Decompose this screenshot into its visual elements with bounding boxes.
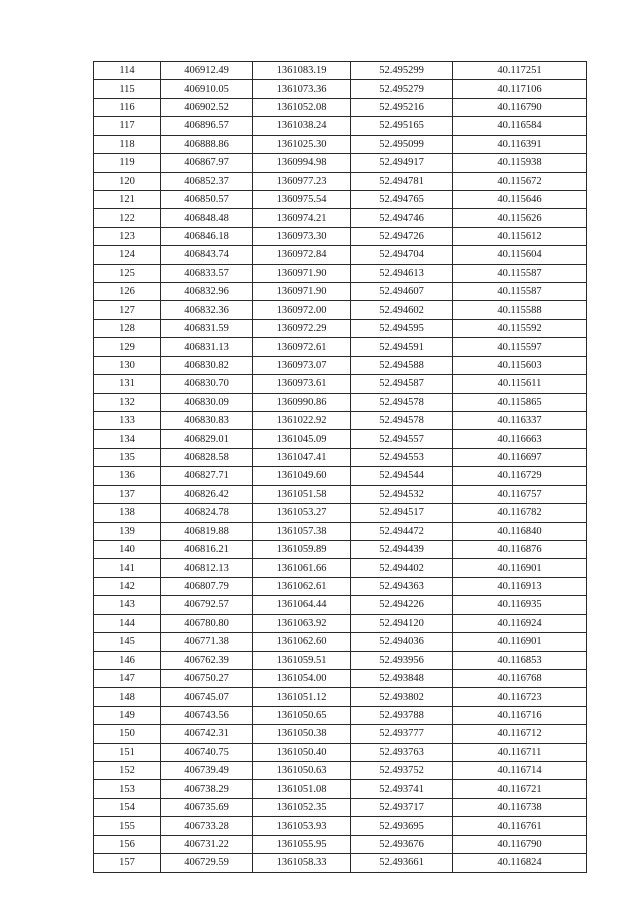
x-coordinate-cell: 406848.48: [161, 209, 253, 227]
point-number-cell: 115: [94, 80, 161, 98]
latitude-cell: 52.494587: [351, 375, 453, 393]
x-coordinate-cell: 406830.09: [161, 393, 253, 411]
table-row: [94, 80, 587, 98]
table-row: [94, 338, 587, 356]
x-coordinate-cell: 406843.74: [161, 246, 253, 264]
point-number-cell: 132: [94, 393, 161, 411]
x-coordinate-cell: 406829.01: [161, 430, 253, 448]
latitude-cell: 52.494363: [351, 577, 453, 595]
x-coordinate-cell: 406832.36: [161, 301, 253, 319]
latitude-cell: 52.493763: [351, 743, 453, 761]
latitude-cell: 52.493848: [351, 669, 453, 687]
latitude-cell: 52.494036: [351, 633, 453, 651]
y-coordinate-cell: 1360972.84: [253, 246, 351, 264]
longitude-cell: 40.117251: [453, 62, 587, 80]
y-coordinate-cell: 1361050.63: [253, 762, 351, 780]
table-row: [94, 375, 587, 393]
table-row: [94, 559, 587, 577]
table-row: [94, 264, 587, 282]
latitude-cell: 52.494557: [351, 430, 453, 448]
longitude-cell: 40.115646: [453, 190, 587, 208]
point-number-cell: 123: [94, 227, 161, 245]
longitude-cell: 40.116901: [453, 559, 587, 577]
point-number-cell: 149: [94, 706, 161, 724]
x-coordinate-cell: 406828.58: [161, 448, 253, 466]
longitude-cell: 40.115587: [453, 283, 587, 301]
y-coordinate-cell: 1361051.58: [253, 485, 351, 503]
table-row: [94, 190, 587, 208]
longitude-cell: 40.116391: [453, 135, 587, 153]
y-coordinate-cell: 1361063.92: [253, 614, 351, 632]
point-number-cell: 140: [94, 540, 161, 558]
y-coordinate-cell: 1360971.90: [253, 283, 351, 301]
y-coordinate-cell: 1361057.38: [253, 522, 351, 540]
point-number-cell: 131: [94, 375, 161, 393]
longitude-cell: 40.116853: [453, 651, 587, 669]
latitude-cell: 52.494578: [351, 393, 453, 411]
x-coordinate-cell: 406830.83: [161, 412, 253, 430]
y-coordinate-cell: 1361022.92: [253, 412, 351, 430]
point-number-cell: 142: [94, 577, 161, 595]
point-number-cell: 145: [94, 633, 161, 651]
latitude-cell: 52.494588: [351, 356, 453, 374]
x-coordinate-cell: 406831.59: [161, 319, 253, 337]
latitude-cell: 52.495299: [351, 62, 453, 80]
y-coordinate-cell: 1360994.98: [253, 154, 351, 172]
longitude-cell: 40.116697: [453, 448, 587, 466]
table-row: [94, 577, 587, 595]
latitude-cell: 52.493717: [351, 798, 453, 816]
longitude-cell: 40.116913: [453, 577, 587, 595]
latitude-cell: 52.493802: [351, 688, 453, 706]
longitude-cell: 40.116714: [453, 762, 587, 780]
point-number-cell: 141: [94, 559, 161, 577]
table-row: [94, 614, 587, 632]
table-row: [94, 743, 587, 761]
y-coordinate-cell: 1360975.54: [253, 190, 351, 208]
longitude-cell: 40.116761: [453, 817, 587, 835]
table-row: [94, 448, 587, 466]
point-number-cell: 126: [94, 283, 161, 301]
longitude-cell: 40.115587: [453, 264, 587, 282]
latitude-cell: 52.494517: [351, 504, 453, 522]
longitude-cell: 40.115626: [453, 209, 587, 227]
latitude-cell: 52.494226: [351, 596, 453, 614]
y-coordinate-cell: 1361049.60: [253, 467, 351, 485]
point-number-cell: 130: [94, 356, 161, 374]
longitude-cell: 40.115588: [453, 301, 587, 319]
table-row: [94, 209, 587, 227]
table-row: [94, 135, 587, 153]
longitude-cell: 40.115865: [453, 393, 587, 411]
table-row: [94, 706, 587, 724]
table-row: [94, 540, 587, 558]
longitude-cell: 40.115612: [453, 227, 587, 245]
y-coordinate-cell: 1361047.41: [253, 448, 351, 466]
latitude-cell: 52.494726: [351, 227, 453, 245]
x-coordinate-cell: 406824.78: [161, 504, 253, 522]
table-row: [94, 430, 587, 448]
x-coordinate-cell: 406852.37: [161, 172, 253, 190]
latitude-cell: 52.493777: [351, 725, 453, 743]
x-coordinate-cell: 406743.56: [161, 706, 253, 724]
x-coordinate-cell: 406830.82: [161, 356, 253, 374]
longitude-cell: 40.116768: [453, 669, 587, 687]
x-coordinate-cell: 406740.75: [161, 743, 253, 761]
longitude-cell: 40.116876: [453, 540, 587, 558]
x-coordinate-cell: 406731.22: [161, 835, 253, 853]
table-row: [94, 467, 587, 485]
y-coordinate-cell: 1360971.90: [253, 264, 351, 282]
latitude-cell: 52.494613: [351, 264, 453, 282]
point-number-cell: 148: [94, 688, 161, 706]
latitude-cell: 52.494607: [351, 283, 453, 301]
x-coordinate-cell: 406762.39: [161, 651, 253, 669]
table-row: [94, 688, 587, 706]
y-coordinate-cell: 1360973.61: [253, 375, 351, 393]
latitude-cell: 52.495216: [351, 98, 453, 116]
table-row: [94, 117, 587, 135]
x-coordinate-cell: 406888.86: [161, 135, 253, 153]
latitude-cell: 52.494704: [351, 246, 453, 264]
y-coordinate-cell: 1361083.19: [253, 62, 351, 80]
latitude-cell: 52.493661: [351, 854, 453, 872]
longitude-cell: 40.116790: [453, 98, 587, 116]
latitude-cell: 52.495099: [351, 135, 453, 153]
y-coordinate-cell: 1361061.66: [253, 559, 351, 577]
latitude-cell: 52.494781: [351, 172, 453, 190]
point-number-cell: 153: [94, 780, 161, 798]
longitude-cell: 40.115597: [453, 338, 587, 356]
latitude-cell: 52.494402: [351, 559, 453, 577]
x-coordinate-cell: 406812.13: [161, 559, 253, 577]
point-number-cell: 152: [94, 762, 161, 780]
x-coordinate-cell: 406733.28: [161, 817, 253, 835]
longitude-cell: 40.115611: [453, 375, 587, 393]
x-coordinate-cell: 406750.27: [161, 669, 253, 687]
longitude-cell: 40.116935: [453, 596, 587, 614]
longitude-cell: 40.116729: [453, 467, 587, 485]
longitude-cell: 40.116716: [453, 706, 587, 724]
table-row: [94, 669, 587, 687]
y-coordinate-cell: 1361062.60: [253, 633, 351, 651]
table-row: [94, 651, 587, 669]
x-coordinate-cell: 406745.07: [161, 688, 253, 706]
longitude-cell: 40.115592: [453, 319, 587, 337]
latitude-cell: 52.493676: [351, 835, 453, 853]
y-coordinate-cell: 1361051.12: [253, 688, 351, 706]
y-coordinate-cell: 1360972.00: [253, 301, 351, 319]
latitude-cell: 52.495165: [351, 117, 453, 135]
longitude-cell: 40.116711: [453, 743, 587, 761]
latitude-cell: 52.494120: [351, 614, 453, 632]
table-row: [94, 854, 587, 872]
y-coordinate-cell: 1361025.30: [253, 135, 351, 153]
latitude-cell: 52.494765: [351, 190, 453, 208]
table-row: [94, 246, 587, 264]
point-number-cell: 124: [94, 246, 161, 264]
point-number-cell: 117: [94, 117, 161, 135]
longitude-cell: 40.115672: [453, 172, 587, 190]
longitude-cell: 40.116924: [453, 614, 587, 632]
x-coordinate-cell: 406912.49: [161, 62, 253, 80]
point-number-cell: 120: [94, 172, 161, 190]
point-number-cell: 136: [94, 467, 161, 485]
table-row: [94, 393, 587, 411]
point-number-cell: 116: [94, 98, 161, 116]
table-row: [94, 762, 587, 780]
latitude-cell: 52.494472: [351, 522, 453, 540]
point-number-cell: 135: [94, 448, 161, 466]
latitude-cell: 52.494553: [351, 448, 453, 466]
y-coordinate-cell: 1360974.21: [253, 209, 351, 227]
longitude-cell: 40.116584: [453, 117, 587, 135]
x-coordinate-cell: 406792.57: [161, 596, 253, 614]
latitude-cell: 52.494532: [351, 485, 453, 503]
table-row: [94, 485, 587, 503]
x-coordinate-cell: 406902.52: [161, 98, 253, 116]
x-coordinate-cell: 406850.57: [161, 190, 253, 208]
longitude-cell: 40.116790: [453, 835, 587, 853]
latitude-cell: 52.493695: [351, 817, 453, 835]
longitude-cell: 40.116782: [453, 504, 587, 522]
y-coordinate-cell: 1361051.08: [253, 780, 351, 798]
point-number-cell: 157: [94, 854, 161, 872]
point-number-cell: 129: [94, 338, 161, 356]
y-coordinate-cell: 1361064.44: [253, 596, 351, 614]
x-coordinate-cell: 406826.42: [161, 485, 253, 503]
point-number-cell: 128: [94, 319, 161, 337]
table-row: [94, 835, 587, 853]
y-coordinate-cell: 1361050.65: [253, 706, 351, 724]
longitude-cell: 40.115604: [453, 246, 587, 264]
x-coordinate-cell: 406742.31: [161, 725, 253, 743]
latitude-cell: 52.493788: [351, 706, 453, 724]
x-coordinate-cell: 406832.96: [161, 283, 253, 301]
table-row: [94, 283, 587, 301]
latitude-cell: 52.494578: [351, 412, 453, 430]
table-row: [94, 301, 587, 319]
point-number-cell: 156: [94, 835, 161, 853]
table-row: [94, 817, 587, 835]
y-coordinate-cell: 1361055.95: [253, 835, 351, 853]
point-number-cell: 125: [94, 264, 161, 282]
y-coordinate-cell: 1361059.51: [253, 651, 351, 669]
table-row: [94, 596, 587, 614]
y-coordinate-cell: 1361052.08: [253, 98, 351, 116]
point-number-cell: 139: [94, 522, 161, 540]
x-coordinate-cell: 406735.69: [161, 798, 253, 816]
longitude-cell: 40.115938: [453, 154, 587, 172]
longitude-cell: 40.116840: [453, 522, 587, 540]
latitude-cell: 52.494544: [351, 467, 453, 485]
coordinates-table-body: [94, 62, 587, 873]
table-row: [94, 227, 587, 245]
coordinates-table: [93, 61, 587, 873]
x-coordinate-cell: 406771.38: [161, 633, 253, 651]
latitude-cell: 52.493741: [351, 780, 453, 798]
y-coordinate-cell: 1360990.86: [253, 393, 351, 411]
y-coordinate-cell: 1361058.33: [253, 854, 351, 872]
table-row: [94, 725, 587, 743]
point-number-cell: 146: [94, 651, 161, 669]
point-number-cell: 137: [94, 485, 161, 503]
point-number-cell: 114: [94, 62, 161, 80]
table-row: [94, 504, 587, 522]
latitude-cell: 52.494595: [351, 319, 453, 337]
point-number-cell: 144: [94, 614, 161, 632]
latitude-cell: 52.494746: [351, 209, 453, 227]
x-coordinate-cell: 406729.59: [161, 854, 253, 872]
latitude-cell: 52.493752: [351, 762, 453, 780]
y-coordinate-cell: 1361073.36: [253, 80, 351, 98]
table-row: [94, 319, 587, 337]
y-coordinate-cell: 1360972.29: [253, 319, 351, 337]
y-coordinate-cell: 1361038.24: [253, 117, 351, 135]
table-row: [94, 154, 587, 172]
longitude-cell: 40.115603: [453, 356, 587, 374]
table-row: [94, 412, 587, 430]
x-coordinate-cell: 406827.71: [161, 467, 253, 485]
table-row: [94, 798, 587, 816]
point-number-cell: 127: [94, 301, 161, 319]
x-coordinate-cell: 406833.57: [161, 264, 253, 282]
x-coordinate-cell: 406780.80: [161, 614, 253, 632]
x-coordinate-cell: 406831.13: [161, 338, 253, 356]
table-row: [94, 62, 587, 80]
longitude-cell: 40.116757: [453, 485, 587, 503]
longitude-cell: 40.116337: [453, 412, 587, 430]
point-number-cell: 143: [94, 596, 161, 614]
y-coordinate-cell: 1361050.40: [253, 743, 351, 761]
point-number-cell: 119: [94, 154, 161, 172]
latitude-cell: 52.494917: [351, 154, 453, 172]
y-coordinate-cell: 1360977.23: [253, 172, 351, 190]
table-row: [94, 98, 587, 116]
latitude-cell: 52.493956: [351, 651, 453, 669]
y-coordinate-cell: 1360973.07: [253, 356, 351, 374]
latitude-cell: 52.495279: [351, 80, 453, 98]
y-coordinate-cell: 1361045.09: [253, 430, 351, 448]
x-coordinate-cell: 406867.97: [161, 154, 253, 172]
y-coordinate-cell: 1361050.38: [253, 725, 351, 743]
y-coordinate-cell: 1360972.61: [253, 338, 351, 356]
point-number-cell: 138: [94, 504, 161, 522]
longitude-cell: 40.116901: [453, 633, 587, 651]
y-coordinate-cell: 1361052.35: [253, 798, 351, 816]
table-row: [94, 172, 587, 190]
table-row: [94, 522, 587, 540]
point-number-cell: 133: [94, 412, 161, 430]
longitude-cell: 40.116723: [453, 688, 587, 706]
x-coordinate-cell: 406830.70: [161, 375, 253, 393]
longitude-cell: 40.116663: [453, 430, 587, 448]
point-number-cell: 134: [94, 430, 161, 448]
y-coordinate-cell: 1360973.30: [253, 227, 351, 245]
y-coordinate-cell: 1361062.61: [253, 577, 351, 595]
table-row: [94, 633, 587, 651]
x-coordinate-cell: 406738.29: [161, 780, 253, 798]
x-coordinate-cell: 406807.79: [161, 577, 253, 595]
point-number-cell: 147: [94, 669, 161, 687]
y-coordinate-cell: 1361059.89: [253, 540, 351, 558]
point-number-cell: 151: [94, 743, 161, 761]
latitude-cell: 52.494439: [351, 540, 453, 558]
y-coordinate-cell: 1361053.93: [253, 817, 351, 835]
longitude-cell: 40.116721: [453, 780, 587, 798]
latitude-cell: 52.494591: [351, 338, 453, 356]
table-row: [94, 356, 587, 374]
longitude-cell: 40.116738: [453, 798, 587, 816]
latitude-cell: 52.494602: [351, 301, 453, 319]
point-number-cell: 154: [94, 798, 161, 816]
point-number-cell: 118: [94, 135, 161, 153]
longitude-cell: 40.117106: [453, 80, 587, 98]
table-row: [94, 780, 587, 798]
y-coordinate-cell: 1361054.00: [253, 669, 351, 687]
x-coordinate-cell: 406846.18: [161, 227, 253, 245]
longitude-cell: 40.116824: [453, 854, 587, 872]
x-coordinate-cell: 406739.49: [161, 762, 253, 780]
x-coordinate-cell: 406896.57: [161, 117, 253, 135]
x-coordinate-cell: 406819.88: [161, 522, 253, 540]
point-number-cell: 121: [94, 190, 161, 208]
y-coordinate-cell: 1361053.27: [253, 504, 351, 522]
point-number-cell: 150: [94, 725, 161, 743]
x-coordinate-cell: 406816.21: [161, 540, 253, 558]
point-number-cell: 122: [94, 209, 161, 227]
longitude-cell: 40.116712: [453, 725, 587, 743]
x-coordinate-cell: 406910.05: [161, 80, 253, 98]
point-number-cell: 155: [94, 817, 161, 835]
